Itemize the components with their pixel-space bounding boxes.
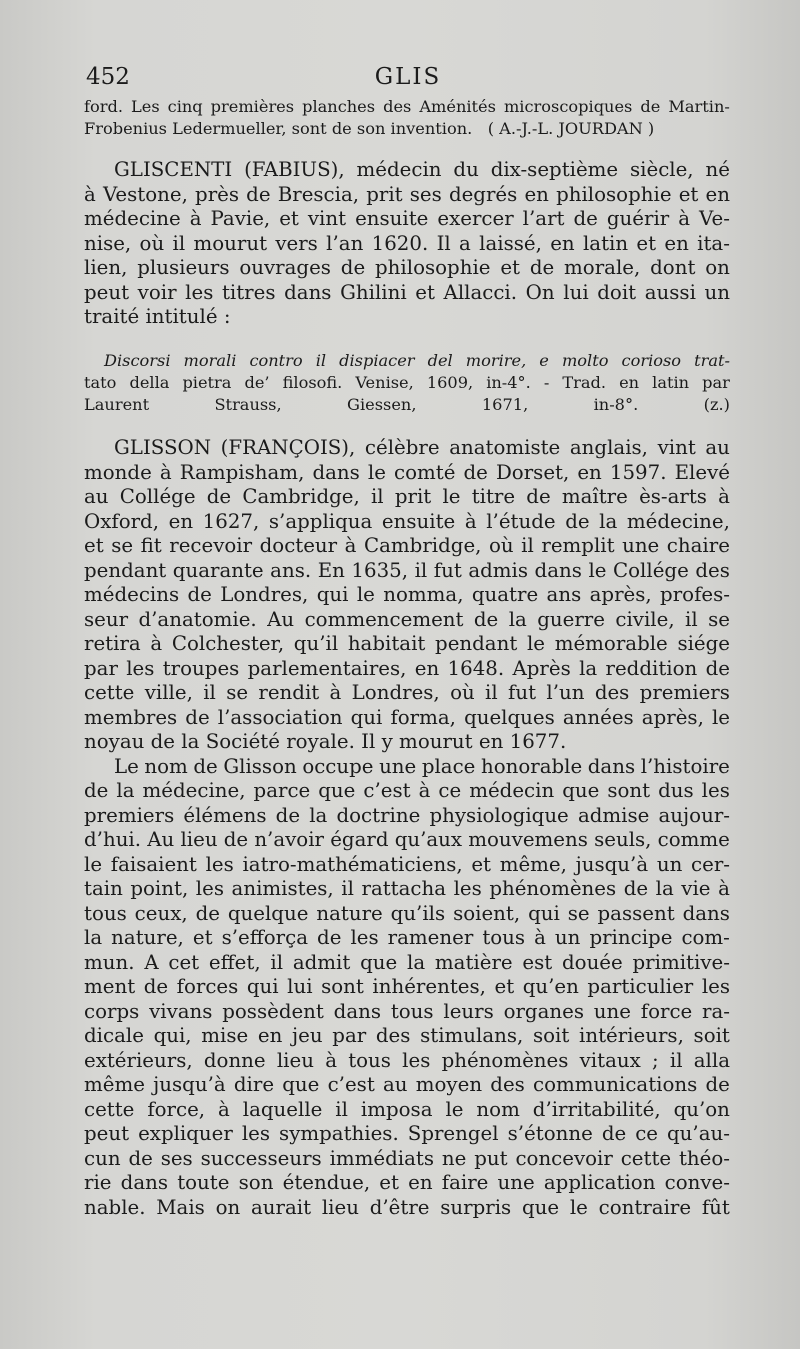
text-line: nise, où il mourut vers l’an 1620. Il a laissé, en latin et en ita-	[84, 231, 730, 255]
text-line: d’hui. Au lieu de n’avoir égard qu’aux mouvemens seuls, comme	[84, 828, 730, 851]
text-line: retira à Colchester, qu’il habitait pendant le mémorable siége	[84, 632, 730, 655]
text-line: GLISCENTI (FABIUS), médecin du dix-septième siècle, né	[114, 158, 730, 181]
text-line: corps vivans possèdent dans tous leurs organes une force ra-	[84, 999, 730, 1023]
running-head-word: GLIS	[374, 64, 442, 90]
text-block	[84, 158, 730, 330]
text-line: premiers élémens de la doctrine physiologique admise aujour-	[84, 803, 730, 827]
text-line: Oxford, en 1627, s’appliqua ensuite à l’étude de la médecine,	[84, 509, 730, 533]
text-line: cette ville, il se rendit à Londres, où il fut l’un des premiers	[84, 681, 730, 704]
text-line: cette force, à laquelle il imposa le nom d’irritabilité, qu’on	[84, 1097, 730, 1121]
text-line: par les troupes parlementaires, en 1648. Après la reddition de	[84, 656, 730, 680]
text-line: ford. Les cinq premières planches des Aménités microscopiques de Martin-	[84, 97, 730, 116]
text-line: même jusqu’à dire que c’est au moyen des communications de	[84, 1073, 730, 1096]
text-line: et se fit recevoir docteur à Cambridge, où il remplit une chaire	[84, 534, 730, 557]
text-line: monde à Rampisham, dans le comté de Dorset, en 1597. Elevé	[84, 460, 730, 484]
text-line: traité intitulé :	[84, 305, 231, 328]
text-line: extérieurs, donne lieu à tous les phénomènes vitaux ; il alla	[84, 1048, 730, 1072]
text-line: pendant quarante ans. En 1635, il fut admis dans le Collége des	[84, 558, 730, 582]
text-line: ment de forces qui lui sont inhérentes, et qu’en particulier les	[84, 975, 730, 998]
text-line: la nature, et s’efforça de les ramener tous à un principe com-	[84, 926, 730, 949]
text-block	[84, 350, 730, 416]
text-line: seur d’anatomie. Au commencement de la guerre civile, il se	[84, 607, 730, 631]
text-line: cun de ses successeurs immédiats ne put concevoir cette théo-	[84, 1146, 730, 1170]
text-line: Discorsi morali contro il dispiacer del morire, e molto corioso trat-	[104, 351, 730, 370]
text-line: noyau de la Société royale. Il y mourut en 1677.	[84, 730, 567, 753]
text-block	[84, 96, 730, 140]
text-line: médecins de Londres, qui le nomma, quatre ans après, profes-	[84, 583, 730, 606]
text-line: Le nom de Glisson occupe une place honorable dans l’histoire	[114, 754, 730, 778]
text-line: Frobenius Ledermueller, sont de son invention. ( A.-J.-L. JOURDAN )	[84, 119, 655, 138]
text-line: médecine à Pavie, et vint ensuite exercer l’art de guérir à Ve-	[84, 207, 730, 230]
page-number: 452	[86, 64, 130, 90]
text-line: dicale qui, mise en jeu par des stimulans, soit intérieurs, soit	[84, 1024, 730, 1047]
text-line: tous ceux, de quelque nature qu’ils soient, qui se passent dans	[84, 901, 730, 925]
text-line: peut expliquer les sympathies. Sprengel s’étonne de ce qu’au-	[84, 1122, 730, 1145]
text-line: mun. A cet effet, il admit que la matière est douée primitive-	[84, 950, 730, 974]
text-line: peut voir les titres dans Ghilini et Allacci. On lui doit aussi un	[84, 280, 730, 304]
text-block	[84, 436, 730, 1220]
text-line: tain point, les animistes, il rattacha les phénomènes de la vie à	[84, 877, 730, 900]
text-line: GLISSON (FRANÇOIS), célèbre anatomiste anglais, vint au	[114, 436, 730, 459]
text-line: Laurent Strauss, Giessen, 1671, in-8°. (z.)	[84, 395, 730, 414]
text-line: membres de l’association qui forma, quelques années après, le	[84, 705, 730, 729]
text-line: de la médecine, parce que c’est à ce médecin que sont dus les	[84, 779, 730, 802]
text-line: nable. Mais on aurait lieu d’être surpris que le contraire fût	[84, 1195, 730, 1219]
text-line: à Vestone, près de Brescia, prit ses degrés en philosophie et en	[84, 182, 730, 206]
text-line: rie dans toute son étendue, et en faire une application conve-	[84, 1171, 730, 1194]
text-line: au Collége de Cambridge, il prit le titre de maître ès-arts à	[84, 485, 730, 508]
running-head	[86, 64, 730, 96]
text-line: lien, plusieurs ouvrages de philosophie et de morale, dont on	[84, 256, 730, 279]
text-line: tato della pietra de’ filosofi. Venise, 1609, in-4°. - Trad. en latin par	[84, 373, 730, 392]
text-line: le faisaient les iatro-mathématiciens, et même, jusqu’à un cer-	[84, 852, 730, 876]
